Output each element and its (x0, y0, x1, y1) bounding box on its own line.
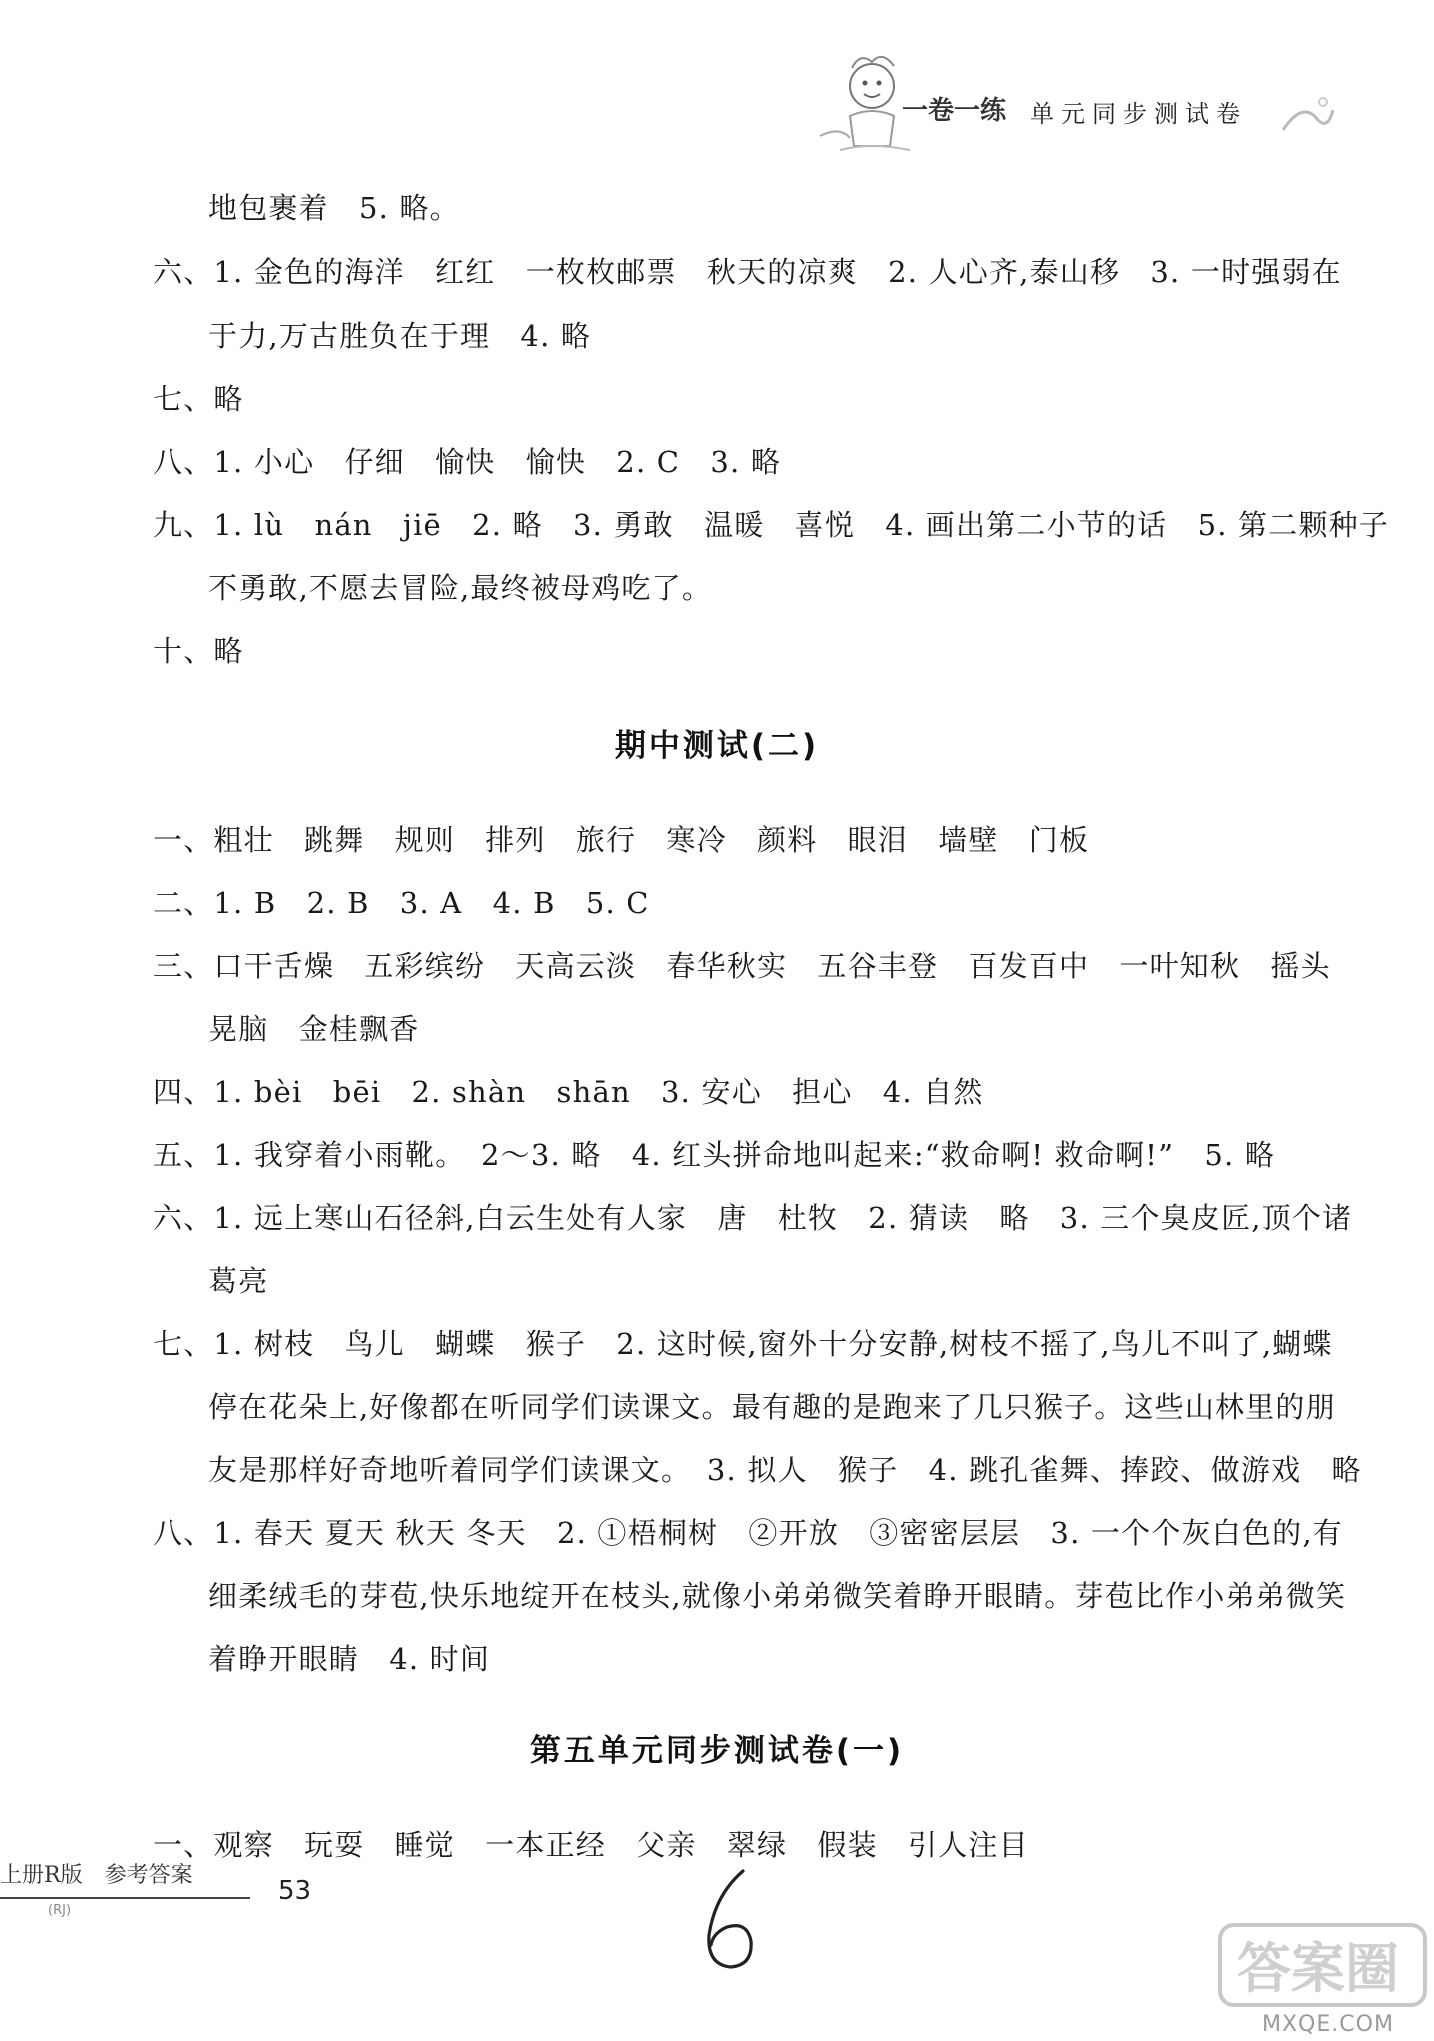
answer-line: 细柔绒毛的芽苞,快乐地绽开在枝头,就像小弟弟微笑着睁开眼睛。芽苞比作小弟弟微笑 (208, 1579, 1347, 1613)
answer-line: 二、1. B 2. B 3. A 4. B 5. C (153, 886, 650, 920)
watermark-site: MXQE.COM (1262, 2012, 1394, 2037)
answer-line: 于力,万古胜负在于理 4. 略 (208, 319, 592, 353)
answer-line: 晃脑 金桂飘香 (208, 1012, 420, 1046)
answer-line: 着睁开眼睛 4. 时间 (208, 1642, 491, 1676)
answer-line: 七、1. 树枝 鸟儿 蝴蝶 猴子 2. 这时候,窗外十分安静,树枝不摇了,鸟儿不叫了,蝴蝶 (153, 1327, 1333, 1361)
page-number: 53 (278, 1876, 312, 1906)
answer-line: 友是那样好奇地听着同学们读课文。 3. 拟人 猴子 4. 跳孔雀舞、捧跤、做游戏 略 (208, 1453, 1362, 1487)
mascot-illustration (810, 46, 1020, 156)
answer-line: 三、口干舌燥 五彩缤纷 天高云淡 春华秋实 五谷丰登 百发百中 一叶知秋 摇头 (153, 949, 1331, 983)
section-heading-midterm: 期中测试(二) (614, 728, 820, 764)
answer-line: 不勇敢,不愿去冒险,最终被母鸡吃了。 (208, 571, 713, 605)
answer-line: 六、1. 远上寒山石径斜,白云生处有人家 唐 杜牧 2. 猜读 略 3. 三个臭皮匠,顶个诸 (153, 1201, 1353, 1235)
answer-line: 九、1. lù nán jiē 2. 略 3. 勇敢 温暖 喜悦 4. 画出第二小节的话 5. 第二颗种子 (153, 508, 1390, 542)
answer-line: 一、观察 玩耍 睡觉 一本正经 父亲 翠绿 假装 引人注目 (153, 1828, 1029, 1862)
answer-line: 八、1. 小心 仔细 愉快 愉快 2. C 3. 略 (153, 445, 782, 479)
answer-line: 十、略 (153, 634, 244, 668)
series-title: 单元同步测试卷 (1030, 100, 1247, 128)
answer-line: 八、1. 春天 夏天 秋天 冬天 2. ①梧桐树 ②开放 ③密密层层 3. 一个个灰白色的,有 (153, 1516, 1343, 1550)
answer-line: 停在花朵上,好像都在听同学们读课文。最有趣的是跑来了几只猴子。这些山林里的朋 (208, 1390, 1336, 1424)
answer-line: 七、略 (153, 382, 244, 416)
footer-divider (0, 1897, 250, 1899)
answer-line: 五、1. 我穿着小雨靴。 2～3. 略 4. 红头拼命地叫起来:“救命啊! 救命啊!” 5. 略 (153, 1138, 1276, 1172)
footer-subtext: (RJ) (48, 1903, 72, 1918)
page-header (810, 40, 1340, 160)
answer-line: 四、1. bèi bēi 2. shàn shān 3. 安心 担心 4. 自然 (153, 1075, 984, 1109)
handwritten-digit (695, 1865, 765, 1975)
footer-label: 上册R版 参考答案 (0, 1863, 193, 1888)
series-brand-text: 一卷一练 (902, 96, 1007, 126)
answer-line: 六、1. 金色的海洋 红红 一枚枚邮票 秋天的凉爽 2. 人心齐,泰山移 3. 一时强弱在 (153, 255, 1342, 289)
answer-line: 地包裹着 5. 略。 (208, 191, 460, 225)
answer-line: 一、粗壮 跳舞 规则 排列 旅行 寒冷 颜料 眼泪 墙壁 门板 (153, 823, 1090, 857)
decorative-flourish-icon (1278, 90, 1338, 140)
section-heading-unit5: 第五单元同步测试卷(一) (529, 1733, 905, 1769)
svg-text:答案圈: 答案圈 (1237, 1937, 1399, 2000)
answer-line: 葛亮 (208, 1264, 269, 1298)
